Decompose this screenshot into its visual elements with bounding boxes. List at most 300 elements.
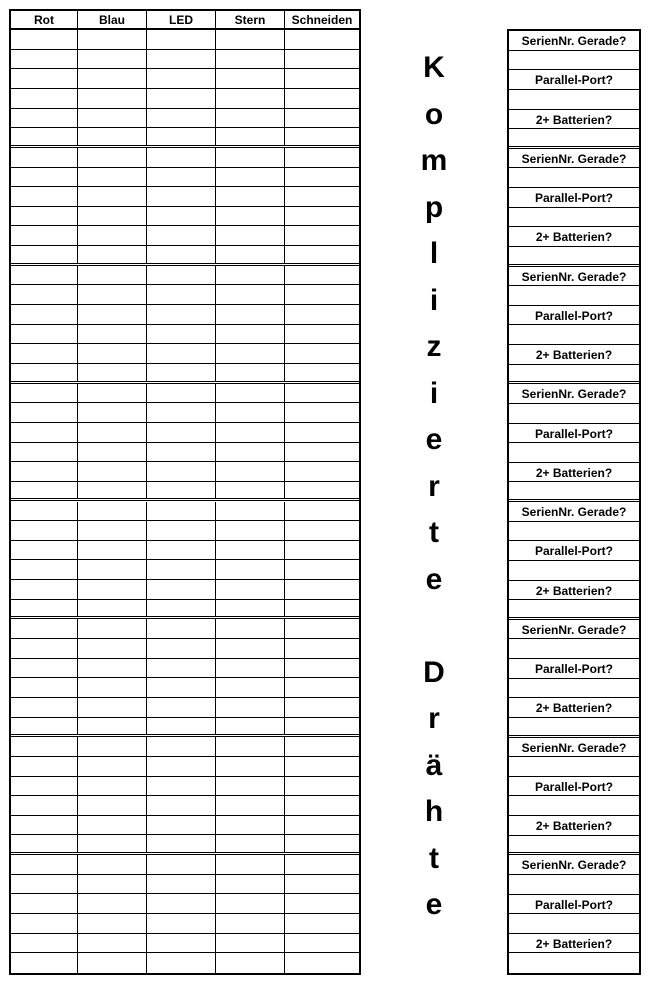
table-row bbox=[11, 384, 359, 404]
table-cell bbox=[285, 639, 359, 658]
table-cell bbox=[147, 502, 216, 521]
table-cell bbox=[78, 580, 147, 599]
table-cell bbox=[216, 344, 285, 363]
table-cell bbox=[11, 482, 78, 499]
table-cell bbox=[216, 835, 285, 852]
table-cell bbox=[216, 226, 285, 245]
table-cell bbox=[147, 521, 216, 540]
checklist-question: Parallel-Port? bbox=[534, 191, 614, 205]
title-letter: p bbox=[424, 190, 444, 224]
table-cell bbox=[216, 246, 285, 263]
table-row bbox=[11, 580, 359, 600]
checklist-question: SerienNr. Gerade? bbox=[521, 34, 627, 48]
table-cell bbox=[147, 443, 216, 462]
table-row bbox=[11, 816, 359, 836]
table-cell bbox=[11, 521, 78, 540]
table-cell bbox=[147, 305, 216, 324]
table-cell bbox=[11, 364, 78, 381]
table-cell bbox=[78, 875, 147, 894]
title-letter: h bbox=[424, 795, 444, 828]
table-cell bbox=[11, 737, 78, 756]
table-cell bbox=[147, 639, 216, 658]
table-cell bbox=[11, 502, 78, 521]
checklist-row bbox=[509, 51, 639, 71]
table-cell bbox=[216, 266, 285, 285]
table-row bbox=[11, 639, 359, 659]
table-cell bbox=[78, 403, 147, 422]
table-cell bbox=[11, 187, 78, 206]
table-row bbox=[11, 953, 359, 973]
table-cell bbox=[11, 50, 78, 69]
column-header: Blau bbox=[78, 11, 147, 28]
table-row bbox=[11, 305, 359, 325]
title-letter: z bbox=[426, 330, 442, 363]
table-cell bbox=[285, 148, 359, 167]
table-cell bbox=[216, 364, 285, 381]
table-cell bbox=[11, 953, 78, 973]
table-cell bbox=[216, 659, 285, 678]
table-cell bbox=[11, 934, 78, 953]
table-cell bbox=[11, 718, 78, 735]
table-cell bbox=[78, 777, 147, 796]
table-cell bbox=[147, 364, 216, 381]
checklist-question: 2+ Batterien? bbox=[535, 936, 613, 951]
table-cell bbox=[216, 718, 285, 735]
table-row bbox=[11, 285, 359, 305]
checklist-question: 2+ Batterien? bbox=[535, 348, 613, 362]
table-cell bbox=[285, 953, 359, 973]
checklist-row bbox=[509, 247, 639, 267]
table-cell bbox=[216, 816, 285, 835]
table-cell bbox=[147, 403, 216, 422]
table-cell bbox=[285, 226, 359, 245]
table-cell bbox=[78, 384, 147, 403]
table-cell bbox=[78, 30, 147, 49]
checklist-row bbox=[509, 953, 639, 973]
checklist-question: Parallel-Port? bbox=[534, 544, 614, 559]
checklist-row bbox=[509, 875, 639, 895]
table-cell bbox=[78, 639, 147, 658]
table-cell bbox=[11, 757, 78, 776]
table-cell bbox=[11, 875, 78, 894]
table-cell bbox=[78, 521, 147, 540]
table-row bbox=[11, 502, 359, 522]
table-cell bbox=[285, 364, 359, 381]
checklist-question: Parallel-Port? bbox=[534, 308, 614, 323]
table-row bbox=[11, 894, 359, 914]
title-letter: t bbox=[429, 841, 439, 875]
table-cell bbox=[78, 89, 147, 108]
title-letter: l bbox=[429, 237, 439, 270]
table-cell bbox=[78, 69, 147, 88]
table-cell bbox=[285, 678, 359, 697]
table-cell bbox=[11, 835, 78, 852]
table-cell bbox=[147, 325, 216, 344]
grid-header bbox=[11, 11, 359, 30]
table-cell bbox=[216, 325, 285, 344]
table-cell bbox=[285, 600, 359, 617]
table-cell bbox=[11, 226, 78, 245]
checklist-question: Parallel-Port? bbox=[534, 662, 614, 676]
table-cell bbox=[147, 619, 216, 638]
table-cell bbox=[285, 580, 359, 599]
table-row bbox=[11, 128, 359, 148]
checklist-row bbox=[509, 796, 639, 816]
table-cell bbox=[147, 580, 216, 599]
table-row bbox=[11, 344, 359, 364]
checklist-row bbox=[509, 129, 639, 149]
table-cell bbox=[78, 835, 147, 852]
table-row bbox=[11, 226, 359, 246]
table-cell bbox=[285, 718, 359, 735]
table-cell bbox=[285, 187, 359, 206]
table-row bbox=[11, 364, 359, 384]
table-cell bbox=[285, 855, 359, 874]
table-cell bbox=[285, 777, 359, 796]
table-cell bbox=[216, 560, 285, 579]
table-cell bbox=[285, 737, 359, 756]
table-cell bbox=[216, 953, 285, 973]
table-cell bbox=[78, 364, 147, 381]
table-cell bbox=[78, 266, 147, 285]
table-cell bbox=[285, 521, 359, 540]
table-cell bbox=[11, 659, 78, 678]
table-cell bbox=[147, 894, 216, 913]
table-row bbox=[11, 482, 359, 502]
table-cell bbox=[285, 207, 359, 226]
table-cell bbox=[285, 30, 359, 49]
table-cell bbox=[216, 305, 285, 324]
table-cell bbox=[285, 344, 359, 363]
table-cell bbox=[147, 482, 216, 499]
table-cell bbox=[216, 30, 285, 49]
table-cell bbox=[11, 128, 78, 145]
table-row bbox=[11, 855, 359, 875]
table-cell bbox=[216, 384, 285, 403]
table-cell bbox=[11, 914, 78, 933]
table-cell bbox=[147, 835, 216, 852]
table-cell bbox=[216, 894, 285, 913]
checklist-question: 2+ Batterien? bbox=[535, 112, 613, 127]
table-row bbox=[11, 521, 359, 541]
table-row bbox=[11, 600, 359, 620]
table-cell bbox=[147, 89, 216, 108]
table-cell bbox=[216, 109, 285, 128]
table-cell bbox=[147, 796, 216, 815]
title-letter: m bbox=[420, 144, 448, 177]
table-cell bbox=[285, 89, 359, 108]
table-cell bbox=[285, 50, 359, 69]
table-cell bbox=[216, 737, 285, 756]
table-cell bbox=[11, 403, 78, 422]
table-cell bbox=[78, 305, 147, 324]
table-cell bbox=[216, 89, 285, 108]
table-cell bbox=[285, 560, 359, 579]
checklist-row bbox=[509, 168, 639, 188]
table-cell bbox=[147, 30, 216, 49]
table-cell bbox=[285, 128, 359, 145]
table-cell bbox=[78, 109, 147, 128]
table-row bbox=[11, 207, 359, 227]
checklist-row bbox=[509, 325, 639, 345]
table-cell bbox=[78, 443, 147, 462]
title-letter: r bbox=[428, 469, 440, 503]
table-cell bbox=[78, 600, 147, 617]
checklist-row bbox=[509, 600, 639, 620]
checklist-row bbox=[509, 404, 639, 424]
table-cell bbox=[216, 796, 285, 815]
table-cell bbox=[285, 619, 359, 638]
table-cell bbox=[78, 226, 147, 245]
table-row bbox=[11, 737, 359, 757]
table-row bbox=[11, 796, 359, 816]
table-cell bbox=[285, 835, 359, 852]
table-cell bbox=[147, 953, 216, 973]
table-row bbox=[11, 835, 359, 855]
checklist-question: Parallel-Port? bbox=[534, 426, 614, 441]
table-cell bbox=[78, 207, 147, 226]
table-cell bbox=[78, 128, 147, 145]
table-cell bbox=[285, 796, 359, 815]
table-row bbox=[11, 443, 359, 463]
table-cell bbox=[147, 816, 216, 835]
table-cell bbox=[78, 246, 147, 263]
table-cell bbox=[285, 541, 359, 560]
table-row bbox=[11, 698, 359, 718]
table-cell bbox=[285, 502, 359, 521]
table-cell bbox=[147, 50, 216, 69]
table-cell bbox=[11, 423, 78, 442]
title-letter: K bbox=[423, 51, 445, 84]
table-cell bbox=[78, 325, 147, 344]
table-row bbox=[11, 89, 359, 109]
table-cell bbox=[78, 168, 147, 187]
table-cell bbox=[78, 934, 147, 953]
checklist-row bbox=[509, 718, 639, 738]
table-row bbox=[11, 757, 359, 777]
checklist-row bbox=[509, 561, 639, 581]
table-cell bbox=[285, 266, 359, 285]
table-cell bbox=[11, 698, 78, 717]
table-cell bbox=[216, 285, 285, 304]
checklist-row bbox=[509, 639, 639, 659]
checklist-question: 2+ Batterien? bbox=[535, 465, 613, 480]
title-letter: e bbox=[425, 423, 443, 456]
table-cell bbox=[147, 718, 216, 735]
table-cell bbox=[147, 187, 216, 206]
table-row bbox=[11, 619, 359, 639]
table-cell bbox=[78, 659, 147, 678]
table-cell bbox=[78, 462, 147, 481]
title-letter: i bbox=[429, 283, 439, 317]
table-cell bbox=[216, 521, 285, 540]
table-cell bbox=[147, 757, 216, 776]
checklist-question: SerienNr. Gerade? bbox=[521, 505, 627, 519]
table-row bbox=[11, 325, 359, 345]
table-cell bbox=[147, 423, 216, 442]
table-row bbox=[11, 30, 359, 50]
checklist-question: 2+ Batterien? bbox=[535, 583, 613, 598]
table-cell bbox=[285, 325, 359, 344]
table-cell bbox=[285, 816, 359, 835]
table-cell bbox=[11, 305, 78, 324]
table-cell bbox=[216, 403, 285, 422]
table-cell bbox=[147, 285, 216, 304]
table-cell bbox=[216, 187, 285, 206]
checklist-column bbox=[507, 29, 641, 975]
checklist-row bbox=[509, 365, 639, 385]
table-cell bbox=[78, 718, 147, 735]
table-row bbox=[11, 777, 359, 797]
table-cell bbox=[11, 285, 78, 304]
table-cell bbox=[147, 914, 216, 933]
table-cell bbox=[216, 148, 285, 167]
table-cell bbox=[147, 462, 216, 481]
table-cell bbox=[285, 285, 359, 304]
table-row bbox=[11, 69, 359, 89]
checklist-row bbox=[509, 443, 639, 463]
column-header: Stern bbox=[216, 11, 285, 28]
checklist-question: Parallel-Port? bbox=[534, 897, 614, 912]
table-cell bbox=[285, 305, 359, 324]
table-cell bbox=[285, 757, 359, 776]
column-header: LED bbox=[147, 11, 216, 28]
table-cell bbox=[147, 934, 216, 953]
checklist-row bbox=[509, 836, 639, 856]
table-cell bbox=[147, 168, 216, 187]
table-cell bbox=[78, 698, 147, 717]
table-row bbox=[11, 168, 359, 188]
table-cell bbox=[216, 678, 285, 697]
checklist-question: 2+ Batterien? bbox=[535, 701, 613, 716]
table-cell bbox=[11, 580, 78, 599]
table-cell bbox=[78, 953, 147, 973]
table-cell bbox=[216, 69, 285, 88]
checklist-row bbox=[509, 482, 639, 502]
checklist-question: 2+ Batterien? bbox=[535, 819, 613, 833]
table-cell bbox=[285, 698, 359, 717]
table-cell bbox=[11, 168, 78, 187]
title-letter: r bbox=[428, 702, 440, 735]
checklist-question: SerienNr. Gerade? bbox=[521, 269, 627, 284]
table-cell bbox=[11, 855, 78, 874]
table-cell bbox=[147, 266, 216, 285]
table-cell bbox=[285, 875, 359, 894]
table-cell bbox=[11, 30, 78, 49]
table-cell bbox=[78, 285, 147, 304]
table-cell bbox=[216, 855, 285, 874]
checklist-row bbox=[509, 679, 639, 699]
table-cell bbox=[78, 737, 147, 756]
table-cell bbox=[147, 698, 216, 717]
table-cell bbox=[285, 443, 359, 462]
table-cell bbox=[147, 69, 216, 88]
table-cell bbox=[147, 207, 216, 226]
table-cell bbox=[285, 659, 359, 678]
table-cell bbox=[147, 678, 216, 697]
column-header: Schneiden bbox=[291, 13, 353, 27]
table-cell bbox=[11, 678, 78, 697]
table-row bbox=[11, 246, 359, 266]
title-letter: e bbox=[425, 888, 443, 921]
table-cell bbox=[147, 109, 216, 128]
table-row bbox=[11, 109, 359, 129]
table-cell bbox=[216, 914, 285, 933]
table-row bbox=[11, 914, 359, 934]
table-cell bbox=[11, 796, 78, 815]
table-cell bbox=[11, 443, 78, 462]
title-letter: e bbox=[425, 562, 443, 596]
table-row bbox=[11, 403, 359, 423]
table-cell bbox=[147, 246, 216, 263]
grid-body bbox=[11, 30, 359, 973]
table-cell bbox=[147, 560, 216, 579]
table-cell bbox=[78, 560, 147, 579]
table-row bbox=[11, 678, 359, 698]
table-cell bbox=[11, 246, 78, 263]
checklist-question: SerienNr. Gerade? bbox=[521, 858, 627, 873]
table-cell bbox=[78, 757, 147, 776]
checklist-row bbox=[509, 208, 639, 228]
table-cell bbox=[78, 855, 147, 874]
table-row bbox=[11, 462, 359, 482]
wire-grid bbox=[9, 9, 361, 975]
table-cell bbox=[216, 757, 285, 776]
table-cell bbox=[216, 541, 285, 560]
table-cell bbox=[11, 148, 78, 167]
table-cell bbox=[285, 482, 359, 499]
checklist-row bbox=[509, 757, 639, 777]
title-letter: i bbox=[429, 376, 439, 410]
table-cell bbox=[78, 541, 147, 560]
table-cell bbox=[216, 207, 285, 226]
table-row bbox=[11, 266, 359, 286]
table-cell bbox=[11, 619, 78, 638]
table-cell bbox=[216, 462, 285, 481]
table-cell bbox=[147, 384, 216, 403]
table-cell bbox=[216, 600, 285, 617]
table-cell bbox=[216, 639, 285, 658]
table-cell bbox=[11, 266, 78, 285]
table-cell bbox=[11, 325, 78, 344]
table-row bbox=[11, 541, 359, 561]
table-cell bbox=[147, 777, 216, 796]
table-cell bbox=[11, 600, 78, 617]
table-row bbox=[11, 50, 359, 70]
table-cell bbox=[78, 894, 147, 913]
table-cell bbox=[78, 619, 147, 638]
checklist-row bbox=[509, 90, 639, 110]
table-cell bbox=[11, 384, 78, 403]
table-cell bbox=[78, 50, 147, 69]
table-cell bbox=[147, 128, 216, 145]
table-cell bbox=[147, 855, 216, 874]
table-row bbox=[11, 148, 359, 168]
checklist-row bbox=[509, 286, 639, 306]
table-cell bbox=[285, 69, 359, 88]
table-cell bbox=[216, 698, 285, 717]
table-cell bbox=[216, 443, 285, 462]
checklist-row bbox=[509, 914, 639, 934]
table-cell bbox=[11, 207, 78, 226]
table-cell bbox=[78, 796, 147, 815]
table-cell bbox=[78, 187, 147, 206]
table-cell bbox=[11, 777, 78, 796]
table-cell bbox=[285, 246, 359, 263]
table-cell bbox=[147, 226, 216, 245]
table-cell bbox=[285, 384, 359, 403]
table-row bbox=[11, 423, 359, 443]
